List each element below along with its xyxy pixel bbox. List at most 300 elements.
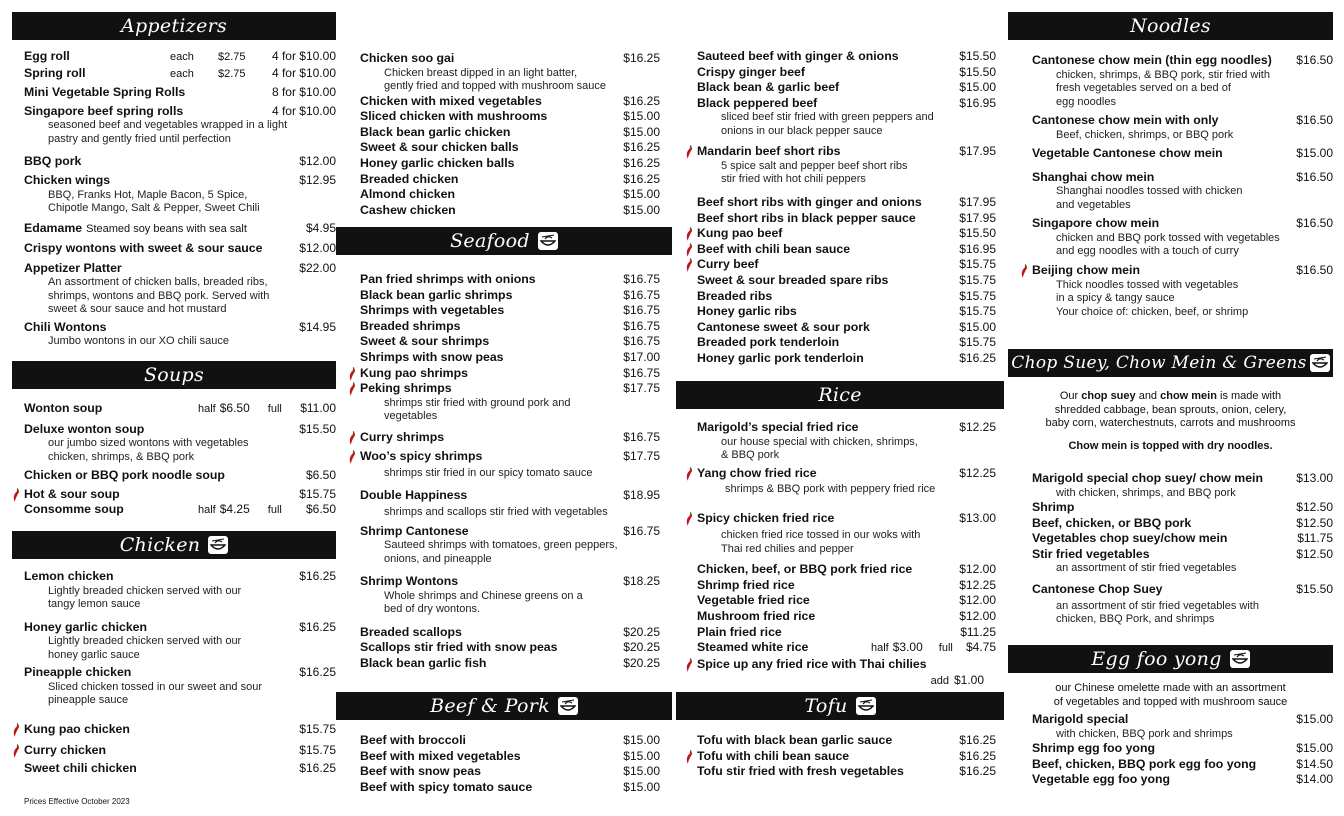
item-description: Sauteed shrimps with tomatoes, green peppers, — [384, 539, 618, 552]
item-name: Honey garlic ribs — [697, 304, 797, 319]
item-price: $15.00 — [623, 187, 660, 202]
item-price: $16.25 — [959, 764, 996, 779]
menu-item: Vegetable Cantonese chow mein $15.00 — [1032, 146, 1333, 161]
item-price: $20.25 — [623, 655, 660, 670]
chili-icon — [685, 750, 694, 765]
section-title: Seafood — [450, 230, 530, 252]
chili-icon — [12, 488, 21, 503]
item-price: $16.25 — [959, 748, 996, 763]
item-price: $16.75 — [623, 318, 660, 333]
item-price: $15.75 — [959, 288, 996, 303]
menu-item: Marigold special chop suey/ chow mein $13.00 — [1032, 471, 1333, 485]
egg-foo-yong-note: of vegetables and topped with mushroom sauce — [1053, 695, 1288, 708]
menu-item: Chicken soo gai $16.25 — [360, 51, 660, 65]
menu-item: Spring roll each $2.75 4 for $10.00 — [24, 65, 336, 80]
item-name: Tofu stir fried with fresh vegetables — [697, 764, 904, 779]
item-description: Sliced chicken tossed in our sweet and sour — [48, 680, 263, 693]
item-name: Pan fried shrimps with onions — [360, 272, 536, 286]
item-price: $15.00 — [623, 202, 660, 217]
item-description: 5 spice salt and pepper beef short ribs — [721, 159, 908, 172]
menu-item — [1032, 516, 1333, 532]
item-price: $16.25 — [959, 350, 996, 365]
item-description: chicken, BBQ Pork, and shrimps — [1056, 613, 1215, 626]
menu-item: Crispy wontons with sweet & sour sauce $12.00 — [24, 241, 336, 256]
item-name: Beef with chili bean sauce — [697, 241, 851, 256]
item-name: Beef with broccoli — [360, 733, 466, 747]
item-name: Vegetable fried rice — [697, 593, 810, 608]
item-price: $16.25 — [623, 93, 660, 108]
item-description: tangy lemon sauce — [48, 598, 141, 611]
item-price: $15.00 — [1296, 741, 1333, 756]
item-name: Mushroom fried rice — [697, 609, 816, 624]
menu-item — [360, 350, 660, 366]
item-price: $15.75 — [959, 304, 996, 319]
menu-item: Woo’s spicy shrimps $17.75 — [360, 449, 660, 465]
item-price: $15.00 — [623, 748, 660, 763]
item-description: BBQ, Franks Hot, Maple Bacon, 5 Spice, — [48, 188, 248, 201]
item-name: Cashew chicken — [360, 202, 456, 217]
chili-icon — [685, 658, 694, 673]
item-price: $12.50 — [1296, 500, 1333, 515]
item-name: Shrimp — [1032, 500, 1075, 515]
item-description: Beef, chicken, shrimps, or BBQ pork — [1056, 128, 1234, 141]
item-description: chicken and BBQ pork tossed with vegetables — [1056, 231, 1280, 244]
menu-item — [360, 288, 660, 304]
menu-item: Mandarin beef short ribs $17.95 — [697, 144, 996, 160]
item-price: $12.00 — [959, 609, 996, 624]
menu-item — [360, 733, 660, 749]
item-price: $17.95 — [959, 210, 996, 225]
item-description: our jumbo sized wontons with vegetables — [48, 437, 249, 450]
seafood-section — [336, 227, 672, 672]
item-description: Thai red chilies and pepper — [721, 542, 854, 555]
menu-item: Consomme soup half $4.25 full $6.50 — [24, 502, 336, 517]
menu-item — [697, 195, 996, 211]
menu-item — [697, 65, 996, 81]
bowl-icon — [558, 697, 578, 715]
menu-item — [360, 334, 660, 350]
item-name: Honey garlic chicken balls — [360, 155, 515, 170]
item-description: Jumbo wontons in our XO chili sauce — [48, 335, 229, 348]
item-description: egg noodles — [1056, 95, 1116, 108]
item-price: $11.25 — [960, 624, 996, 639]
menu-item — [360, 156, 660, 172]
item-name: Chicken with mixed vegetables — [360, 93, 542, 108]
item-description: an assortment of stir fried vegetables — [1056, 562, 1237, 575]
menu-item: Hot & sour soup $15.75 — [24, 487, 336, 503]
item-name: Breaded chicken — [360, 171, 459, 186]
tofu-section — [676, 692, 1004, 780]
item-name: Honey garlic pork tenderloin — [697, 350, 864, 365]
item-name: Beef with mixed vegetables — [360, 748, 521, 763]
soups-header — [12, 361, 336, 389]
menu-item — [360, 656, 660, 672]
menu-item: Chicken wings $12.95 — [24, 172, 336, 187]
item-description: shrimps and scallops stir fried with vegetables — [384, 506, 608, 519]
menu-item: Shrimp Wontons $18.25 — [360, 574, 660, 589]
menu-item: Lemon chicken $16.25 — [24, 569, 336, 583]
chop-suey-note: shredded cabbage, bean sprouts, onion, celery, — [1054, 403, 1287, 416]
item-name: Beef short ribs with ginger and onions — [697, 194, 922, 209]
menu-item: Chicken or BBQ pork noodle soup $6.50 — [24, 468, 336, 483]
item-name: Shrimps with snow peas — [360, 349, 504, 364]
beef-pork-header — [336, 692, 672, 720]
menu-item: Double Happiness $18.95 — [360, 488, 660, 503]
bowl-icon — [1230, 650, 1250, 668]
item-name: Almond chicken — [360, 187, 455, 202]
section-title: Chicken — [119, 534, 201, 556]
item-description: Chicken breast dipped in an light batter, — [384, 66, 578, 79]
footer-note: Prices Effective October 2023 — [24, 797, 130, 806]
item-description: our house special with chicken, shrimps, — [721, 435, 918, 448]
menu-item — [360, 187, 660, 203]
menu-item: Black peppered beef $16.95 — [697, 95, 996, 110]
section-title: Tofu — [804, 695, 848, 717]
appetizers-header — [12, 12, 336, 40]
menu-item — [697, 625, 996, 641]
item-name: Sweet & sour breaded spare ribs — [697, 272, 889, 287]
noodles-section — [1008, 12, 1333, 319]
menu-item: Egg roll each $2.75 4 for $10.00 — [24, 49, 336, 63]
noodles-header — [1008, 12, 1333, 40]
menu-item: Marigold special $15.00 — [1032, 712, 1333, 726]
menu-item: Spice up any fried rice with Thai chilies — [697, 657, 996, 673]
item-price: $16.25 — [623, 140, 660, 155]
item-description: and vegetables — [1056, 198, 1131, 211]
menu-item: Peking shrimps $17.75 — [360, 381, 660, 397]
item-name: Black bean & garlic beef — [697, 80, 840, 95]
menu-item — [697, 733, 996, 749]
menu-item: Cantonese chow mein (thin egg noodles) $16.50 — [1032, 53, 1333, 67]
menu-item — [697, 335, 996, 351]
item-price: $16.75 — [623, 303, 660, 318]
rice-header — [676, 381, 1004, 409]
beef-continued-section — [676, 49, 1004, 367]
item-description: shrimps, wontons and BBQ pork. Served with — [48, 289, 270, 302]
item-name: Chicken, beef, or BBQ pork fried rice — [697, 562, 913, 577]
menu-item — [360, 203, 660, 219]
chow-mein-note: Chow mein is topped with dry noodles. — [1068, 439, 1273, 452]
item-name: Shrimps with vegetables — [360, 303, 505, 318]
item-name: Breaded pork tenderloin — [697, 335, 840, 350]
item-price: $15.50 — [959, 226, 996, 241]
appetizers-section — [12, 12, 336, 349]
menu-item — [360, 109, 660, 125]
item-price: $16.25 — [623, 171, 660, 186]
menu-item: Honey garlic chicken $16.25 — [24, 619, 336, 634]
item-description: chicken, shrimps, & BBQ pork — [48, 450, 195, 463]
bowl-icon — [538, 232, 558, 250]
item-price: $12.00 — [959, 562, 996, 577]
item-description: sweet & sour sauce and hot mustard — [48, 303, 227, 316]
item-price: $12.00 — [959, 593, 996, 608]
chop-suey-header — [1008, 349, 1333, 377]
chili-icon — [1020, 264, 1029, 279]
item-price: $20.25 — [623, 640, 660, 655]
menu-item — [697, 211, 996, 227]
item-name: Plain fried rice — [697, 624, 782, 639]
menu-item: Pineapple chicken $16.25 — [24, 665, 336, 680]
menu-item: Curry shrimps $16.75 — [360, 430, 660, 446]
item-description: chicken, shrimps, & BBQ pork, stir fried with — [1056, 68, 1270, 81]
menu-item — [697, 593, 996, 609]
item-name: Sliced chicken with mushrooms — [360, 109, 548, 124]
item-price: $16.95 — [959, 241, 996, 256]
item-description: & BBQ pork — [721, 449, 780, 462]
menu-item — [697, 49, 996, 65]
menu-item — [697, 351, 996, 367]
chili-icon — [348, 431, 357, 446]
column-3 — [676, 0, 1004, 816]
chili-icon — [685, 467, 694, 482]
chicken-continued-section — [336, 51, 672, 218]
item-description: Lightly breaded chicken served with our — [48, 635, 242, 648]
egg-foo-yong-header — [1008, 645, 1333, 673]
item-description: onions, and pineapple — [384, 552, 492, 565]
menu-item: Beijing chow mein $16.50 — [1032, 263, 1333, 279]
chili-icon — [348, 450, 357, 465]
menu-item: Spicy chicken fried rice $13.00 — [697, 511, 996, 527]
item-price: $15.00 — [623, 124, 660, 139]
item-description: vegetables — [384, 410, 438, 423]
item-price: $15.50 — [959, 64, 996, 79]
item-description: shrimps stir fried with ground pork and — [384, 396, 571, 409]
column-1 — [12, 0, 336, 816]
item-name: Sweet & sour chicken balls — [360, 140, 519, 155]
item-description: Your choice of: chicken, beef, or shrimp — [1056, 305, 1249, 318]
menu-item — [697, 562, 996, 578]
item-name: Breaded ribs — [697, 288, 773, 303]
menu-item — [697, 242, 996, 258]
item-name: Crispy ginger beef — [697, 64, 805, 79]
item-name: Kung pao beef — [697, 226, 783, 241]
item-description: sliced beef stir fried with green peppers and — [721, 111, 934, 124]
item-description: Whole shrimps and Chinese greens on a — [384, 589, 583, 602]
item-name: Shrimp fried rice — [697, 577, 795, 592]
menu-item: Shrimp Cantonese $16.75 — [360, 523, 660, 538]
item-description: Thick noodles tossed with vegetables — [1056, 278, 1239, 291]
item-price: $16.75 — [623, 365, 660, 380]
menu-item — [360, 749, 660, 765]
item-description: Lightly breaded chicken served with our — [48, 584, 242, 597]
chili-icon — [685, 243, 694, 258]
item-name: Breaded scallops — [360, 624, 462, 639]
item-name: Beef, chicken, BBQ pork egg foo yong — [1032, 756, 1257, 771]
item-description: chicken fried rice tossed in our woks with — [721, 529, 921, 542]
menu-item: Deluxe wonton soup $15.50 — [24, 421, 336, 436]
menu-item: Edamame Steamed soy beans with sea salt $4.95 — [24, 220, 336, 235]
menu-item — [360, 272, 660, 288]
rice-section — [676, 381, 1004, 690]
item-price: $14.50 — [1296, 756, 1333, 771]
menu-item — [697, 304, 996, 320]
item-name: Tofu with black bean garlic sauce — [697, 733, 893, 747]
item-name: Curry beef — [697, 257, 759, 272]
menu-item: Singapore chow mein $16.50 — [1032, 216, 1333, 231]
item-price: $16.75 — [623, 334, 660, 349]
column-4 — [1008, 0, 1333, 816]
menu-item — [360, 303, 660, 319]
menu-item — [360, 94, 660, 110]
item-price: $15.00 — [623, 733, 660, 747]
menu-item — [360, 125, 660, 141]
menu-item — [360, 625, 660, 641]
item-description: bed of dry wontons. — [384, 603, 481, 616]
chop-suey-note: Our chop suey and chow mein is made with — [1059, 390, 1282, 402]
chili-icon — [685, 227, 694, 242]
chili-icon — [348, 367, 357, 382]
menu-item — [1032, 772, 1333, 788]
section-title: Chop Suey, Chow Mein & Greens — [1011, 353, 1307, 373]
item-name: Beef, chicken, or BBQ pork — [1032, 515, 1192, 530]
bowl-icon — [208, 536, 228, 554]
item-description: with chicken, shrimps, and BBQ pork — [1056, 486, 1236, 499]
item-price: $15.00 — [623, 109, 660, 124]
item-description: Shanghai noodles tossed with chicken — [1056, 185, 1243, 198]
menu-item: Chili Wontons $14.95 — [24, 319, 336, 334]
item-name: Shrimp egg foo yong — [1032, 741, 1155, 756]
section-title: Egg foo yong — [1091, 648, 1222, 670]
item-description: gently fried and topped with mushroom sauce — [384, 80, 606, 93]
tofu-header — [676, 692, 1004, 720]
item-name: Sauteed beef with ginger & onions — [697, 49, 899, 63]
menu-item — [1032, 741, 1333, 757]
chili-icon — [348, 382, 357, 397]
item-price: $15.00 — [623, 764, 660, 779]
item-description: seasoned beef and vegetables wrapped in a light — [48, 119, 288, 132]
item-description: in a spicy & tangy sauce — [1056, 292, 1175, 305]
section-title: Beef & Pork — [430, 695, 550, 717]
menu-item: Stir fried vegetables $12.50 — [1032, 546, 1333, 561]
item-price: $15.75 — [959, 257, 996, 272]
item-name: Black bean garlic fish — [360, 655, 487, 670]
menu-item: Yang chow fried rice $12.25 — [697, 466, 996, 482]
item-name: Beef short ribs in black pepper sauce — [697, 210, 916, 225]
item-price: $11.75 — [1297, 531, 1333, 546]
item-description: An assortment of chicken balls, breaded ribs, — [48, 276, 268, 289]
item-description: pastry and gently fried until perfection — [48, 132, 231, 145]
item-price: $20.25 — [623, 624, 660, 639]
bowl-icon — [856, 697, 876, 715]
item-price: $16.25 — [959, 733, 996, 747]
item-price: $17.00 — [623, 349, 660, 364]
seafood-header — [336, 227, 672, 255]
egg-foo-yong-section — [1008, 645, 1333, 788]
chili-icon — [685, 145, 694, 160]
item-description: with chicken, BBQ pork and shrimps — [1056, 727, 1233, 740]
menu-item — [697, 226, 996, 242]
menu-item: BBQ pork $12.00 — [24, 154, 336, 169]
item-name: Tofu with chili bean sauce — [697, 748, 850, 763]
item-price: $15.00 — [959, 319, 996, 334]
menu-item — [360, 172, 660, 188]
soups-section — [12, 361, 336, 519]
beef-pork-section — [336, 692, 672, 795]
item-price: $15.00 — [959, 80, 996, 95]
item-price: $16.25 — [623, 155, 660, 170]
item-price: $12.50 — [1296, 515, 1333, 530]
chop-suey-note: baby corn, waterchestnuts, carrots and mushrooms — [1045, 417, 1296, 429]
menu-item: Shanghai chow mein $16.50 — [1032, 169, 1333, 184]
item-price: $16.75 — [623, 272, 660, 286]
item-price: $17.95 — [959, 194, 996, 209]
menu-item: Cantonese chow mein with only $16.50 — [1032, 113, 1333, 128]
item-name: Black bean garlic shrimps — [360, 287, 513, 302]
menu-item — [697, 609, 996, 625]
item-name: Kung pao shrimps — [360, 365, 468, 380]
menu-item — [697, 749, 996, 765]
menu-item: Mini Vegetable Spring Rolls 8 for $10.00 — [24, 85, 336, 100]
section-title: Noodles — [1130, 15, 1211, 37]
item-price: $16.75 — [623, 287, 660, 302]
item-price: $14.00 — [1296, 772, 1333, 787]
chili-icon — [12, 744, 21, 759]
menu-item — [697, 289, 996, 305]
item-description: fresh vegetables served on a bed of — [1056, 82, 1231, 95]
menu-item — [360, 319, 660, 335]
item-name: Beef with spicy tomato sauce — [360, 779, 533, 794]
item-description: shrimps stir fried in our spicy tomato sauce — [384, 466, 593, 479]
item-description: onions in our black pepper sauce — [721, 124, 883, 137]
chili-icon — [12, 723, 21, 738]
item-price: $15.75 — [959, 272, 996, 287]
menu-item: Steamed white rice half $3.00 full $4.75 — [697, 640, 996, 655]
item-price: $15.00 — [623, 779, 660, 794]
menu-item — [360, 366, 660, 382]
menu-item — [360, 780, 660, 796]
menu-item: Singapore beef spring rolls 4 for $10.00 — [24, 103, 336, 118]
section-title: Appetizers — [120, 15, 228, 37]
menu-item: Marigold’s special fried rice $12.25 — [697, 420, 996, 434]
item-name: Black bean garlic chicken — [360, 124, 511, 139]
chicken-header — [12, 531, 336, 559]
egg-foo-yong-note: our Chinese omelette made with an assortment — [1055, 682, 1286, 694]
item-name: Sweet & sour shrimps — [360, 334, 490, 349]
item-description: stir fried with hot chili peppers — [721, 173, 866, 186]
menu-item: Curry chicken $15.75 — [24, 743, 336, 759]
item-description: Chipotle Mango, Salt & Pepper, Sweet Chili — [48, 202, 260, 215]
menu-item: Kung pao chicken $15.75 — [24, 722, 336, 738]
item-name: Beef with snow peas — [360, 764, 481, 779]
menu-item — [697, 578, 996, 594]
menu-item: Sweet chili chicken $16.25 — [24, 760, 336, 775]
section-title: Soups — [143, 364, 205, 386]
item-name: Breaded shrimps — [360, 318, 461, 333]
menu-item — [1032, 500, 1333, 516]
menu-item: Cantonese Chop Suey $15.50 — [1032, 581, 1333, 596]
menu-item — [360, 764, 660, 780]
item-description: an assortment of stir fried vegetables with — [1056, 599, 1259, 612]
menu-item — [697, 320, 996, 336]
item-name: Cantonese sweet & sour pork — [697, 319, 870, 334]
menu-item — [360, 140, 660, 156]
menu-item — [697, 257, 996, 273]
item-name: Vegetable egg foo yong — [1032, 772, 1171, 787]
menu-item — [360, 640, 660, 656]
item-description: pineapple sauce — [48, 694, 129, 707]
menu-item-addon: add $1.00 — [930, 673, 984, 688]
chicken-section — [12, 531, 336, 777]
section-title: Rice — [818, 384, 862, 406]
item-price: $15.75 — [959, 335, 996, 350]
chili-icon — [685, 258, 694, 273]
item-price: $15.50 — [959, 49, 996, 63]
item-description: shrimps & BBQ pork with peppery fried rice — [725, 483, 936, 496]
bowl-icon — [1310, 354, 1330, 372]
menu-item — [697, 80, 996, 96]
chili-icon — [685, 512, 694, 527]
menu-item — [697, 764, 996, 780]
